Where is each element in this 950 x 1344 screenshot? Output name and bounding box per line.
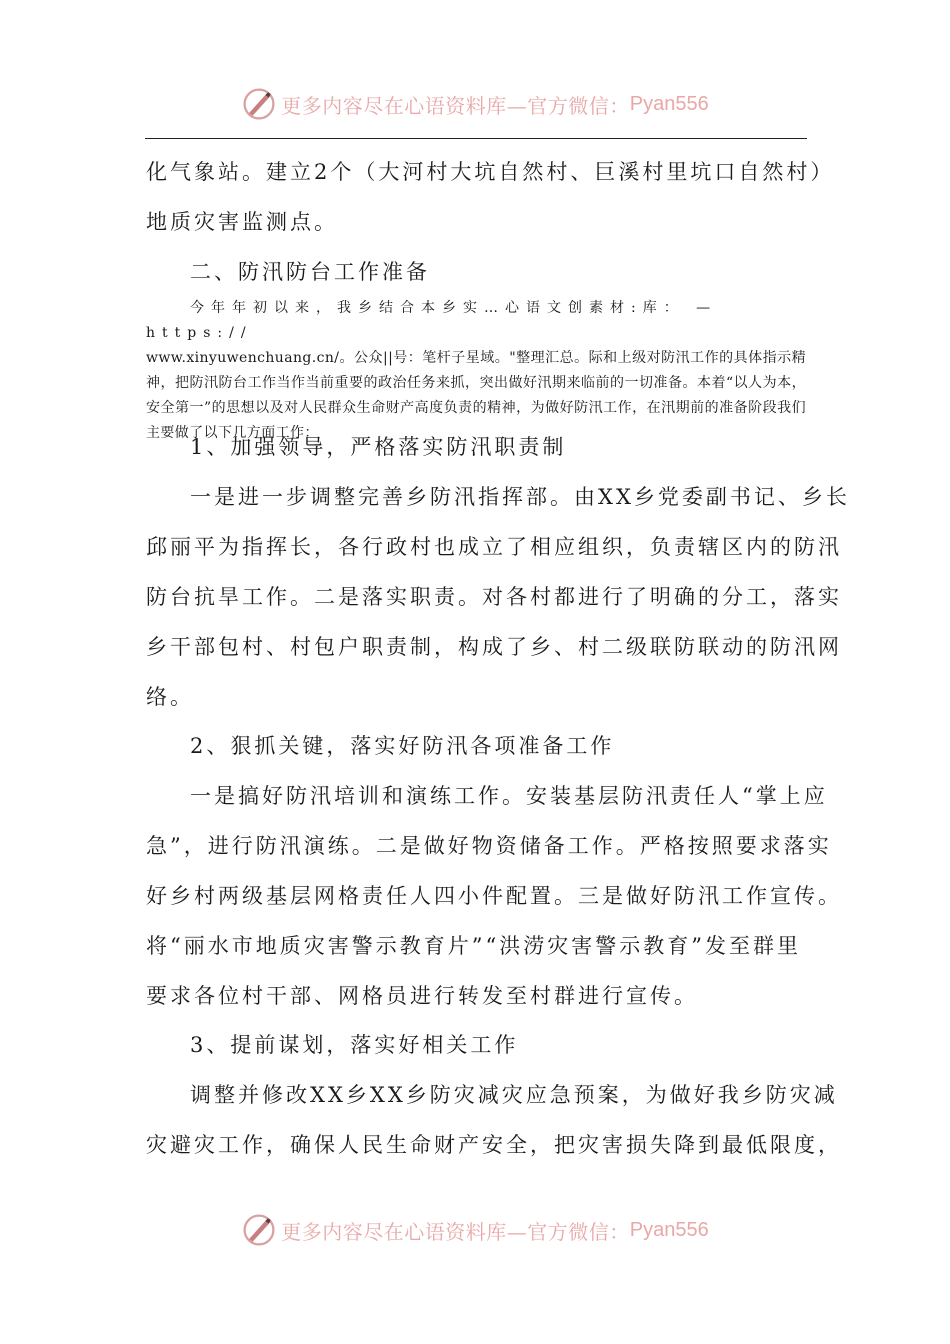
subheading: 3、提前谋划，落实好相关工作 [190, 1033, 519, 1057]
header-text: 更多内容尽在心语资料库—官方微信： [281, 93, 630, 118]
pen-logo-icon [241, 86, 277, 122]
body-line: 调整并修改XX乡XX乡防灾减灾应急预案，为做好我乡防灾减 [190, 1083, 838, 1107]
body-line: 化气象站。建立2个（大河村大坑自然村、巨溪村里坑口自然村） [146, 160, 835, 184]
body-line: 乡干部包村、村包户职责制，构成了乡、村二级联防联动的防汛网 [146, 635, 842, 659]
footer-text: 更多内容尽在心语资料库—官方微信： [281, 1219, 630, 1244]
footer-banner [0, 1210, 950, 1250]
body-line: 一是进一步调整完善乡防汛指挥部。由XX乡党委副书记、乡长 [190, 485, 850, 509]
body-line: 要求各位村干部、网格员进行转发至村群进行宣传。 [146, 984, 698, 1008]
small-paragraph [146, 296, 806, 446]
subheading: 1、加强领导，严格落实防汛职责制 [190, 435, 567, 459]
body-line: 灾避灾工作，确保人民生命财产安全，把灾害损失降到最低限度， [146, 1133, 842, 1157]
body-line: 急”，进行防汛演练。二是做好物资储备工作。严格按照要求落实 [146, 834, 832, 858]
small-paragraph-first-line: 今年年初以来，我乡结合本乡实…心语文创素材:库： — https:// [146, 300, 718, 341]
section-heading: 二、防汛防台工作准备 [190, 260, 430, 284]
pen-logo-icon [241, 1212, 277, 1248]
body-line: 好乡村两级基层网格责任人四小件配置。三是做好防汛工作宣传。 [146, 884, 842, 908]
small-paragraph-body: www.xinyuwenchuang.cn/。公众||号：笔杆子星域。"整理汇总。际和上级对防汛工作的具体指示精神，把防汛防台工作当作当前重要的政治任务来抓，突出做好汛期来临前的一切准备。本着“以人为本，安全第一”的思想以及对人民群众生命财产高度负责的精神，为做好防汛工作，在汛期前的准备阶段我们主要做了以下几方面工作： [146, 350, 806, 441]
footer-wechat-id: Pyan556 [629, 1218, 709, 1241]
body-line: 一是搞好防汛培训和演练工作。安装基层防汛责任人“掌上应 [190, 784, 828, 808]
body-line: 络。 [146, 685, 194, 709]
body-line: 邱丽平为指挥长，各行政村也成立了相应组织，负责辖区内的防汛 [146, 535, 842, 559]
body-line: 将“丽水市地质灾害警示教育片”“洪涝灾害警示教育”发至群里 [146, 934, 801, 958]
header-banner [0, 84, 950, 124]
body-line: 地质灾害监测点。 [146, 210, 338, 234]
header-wechat-id: Pyan556 [629, 92, 709, 115]
body-line: 防台抗旱工作。二是落实职责。对各村都进行了明确的分工，落实 [146, 585, 842, 609]
header-divider [145, 138, 807, 139]
subheading: 2、狠抓关键，落实好防汛各项准备工作 [190, 734, 615, 758]
